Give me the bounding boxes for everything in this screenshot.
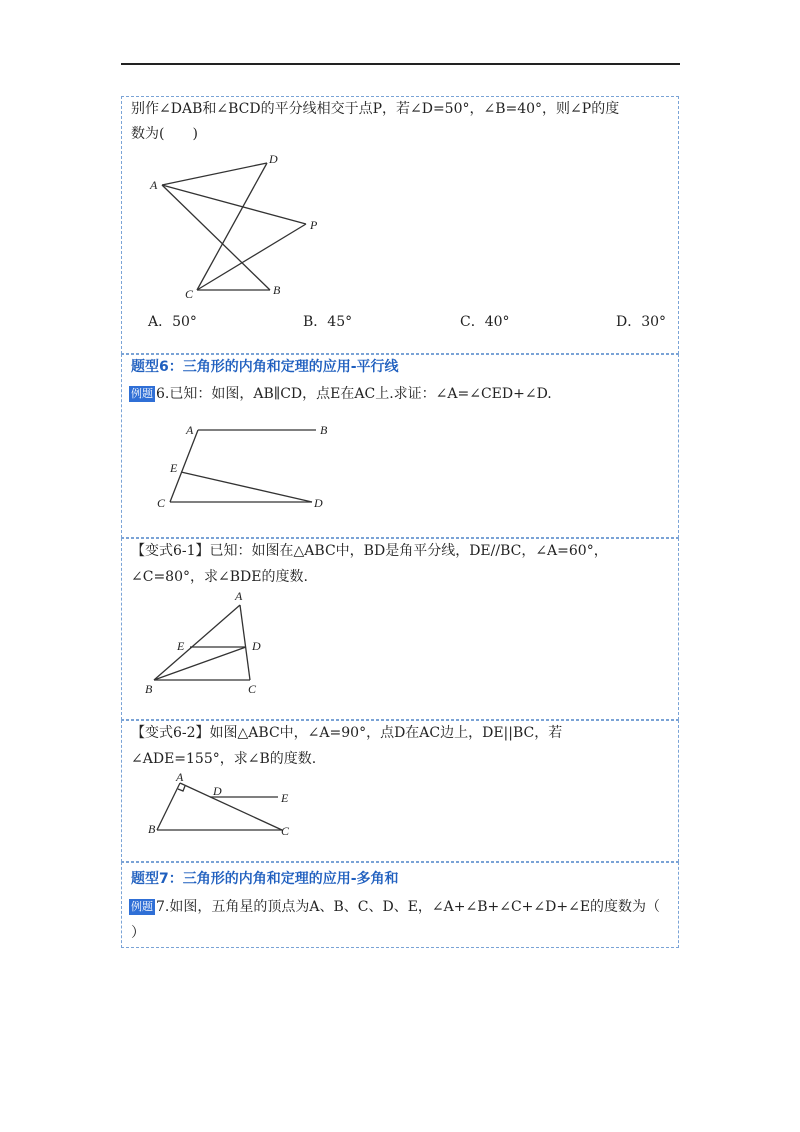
option-c[interactable]: C．40° — [460, 314, 510, 330]
label-D: D — [314, 496, 323, 510]
label-E: E — [170, 461, 178, 475]
option-a[interactable]: A．50° — [148, 314, 197, 330]
label-B: B — [145, 682, 153, 696]
label-D: D — [213, 784, 222, 798]
question-5-line2: 数为( ) — [131, 126, 198, 142]
option-b[interactable]: B．45° — [303, 314, 353, 330]
example-7-line1 — [129, 897, 660, 917]
section-6-title: 题型6：三角形的内角和定理的应用-平行线 — [131, 359, 399, 375]
label-D: D — [269, 152, 278, 166]
label-C: C — [157, 496, 166, 510]
option-d[interactable]: D．30° — [616, 314, 667, 330]
variant-6-2-line1: 【变式6-2】如图△ABC中，∠A=90°，点D在AC边上，DE||BC，若 — [131, 725, 563, 741]
label-E: E — [281, 791, 289, 805]
section-7-title: 题型7：三角形的内角和定理的应用-多角和 — [131, 871, 399, 887]
label-D: D — [252, 639, 261, 653]
label-B: B — [273, 283, 281, 297]
label-B: B — [148, 822, 156, 836]
example-7-text: 7.如图，五角星的顶点为A、B、C、D、E，∠A+∠B+∠C+∠D+∠E的度数为（ — [156, 899, 661, 915]
label-B: B — [320, 423, 328, 437]
example-badge: 例题 — [131, 387, 153, 400]
variant-6-1-line1: 【变式6-1】已知：如图在△ABC中，BD是角平分线，DE//BC，∠A=60°， — [131, 543, 608, 559]
variant-6-1-line2: ∠C=80°，求∠BDE的度数. — [131, 569, 308, 585]
example-7-line2: ） — [131, 925, 145, 941]
label-A: A — [235, 589, 243, 603]
question-5-line1: 别作∠DAB和∠BCD的平分线相交于点P，若∠D=50°，∠B=40°，则∠P的度 — [131, 101, 620, 117]
variant-6-2-line2: ∠ADE=155°，求∠B的度数. — [131, 751, 317, 767]
label-A: A — [176, 770, 184, 784]
label-P: P — [310, 218, 318, 232]
example-badge: 例题 — [131, 900, 153, 913]
label-A: A — [150, 178, 158, 192]
label-C: C — [281, 824, 290, 838]
label-A: A — [186, 423, 194, 437]
label-C: C — [185, 287, 194, 301]
label-C: C — [248, 682, 257, 696]
example-6-text: 6.已知：如图，AB∥CD，点E在AC上.求证：∠A=∠CED+∠D. — [156, 386, 552, 402]
label-E: E — [177, 639, 185, 653]
